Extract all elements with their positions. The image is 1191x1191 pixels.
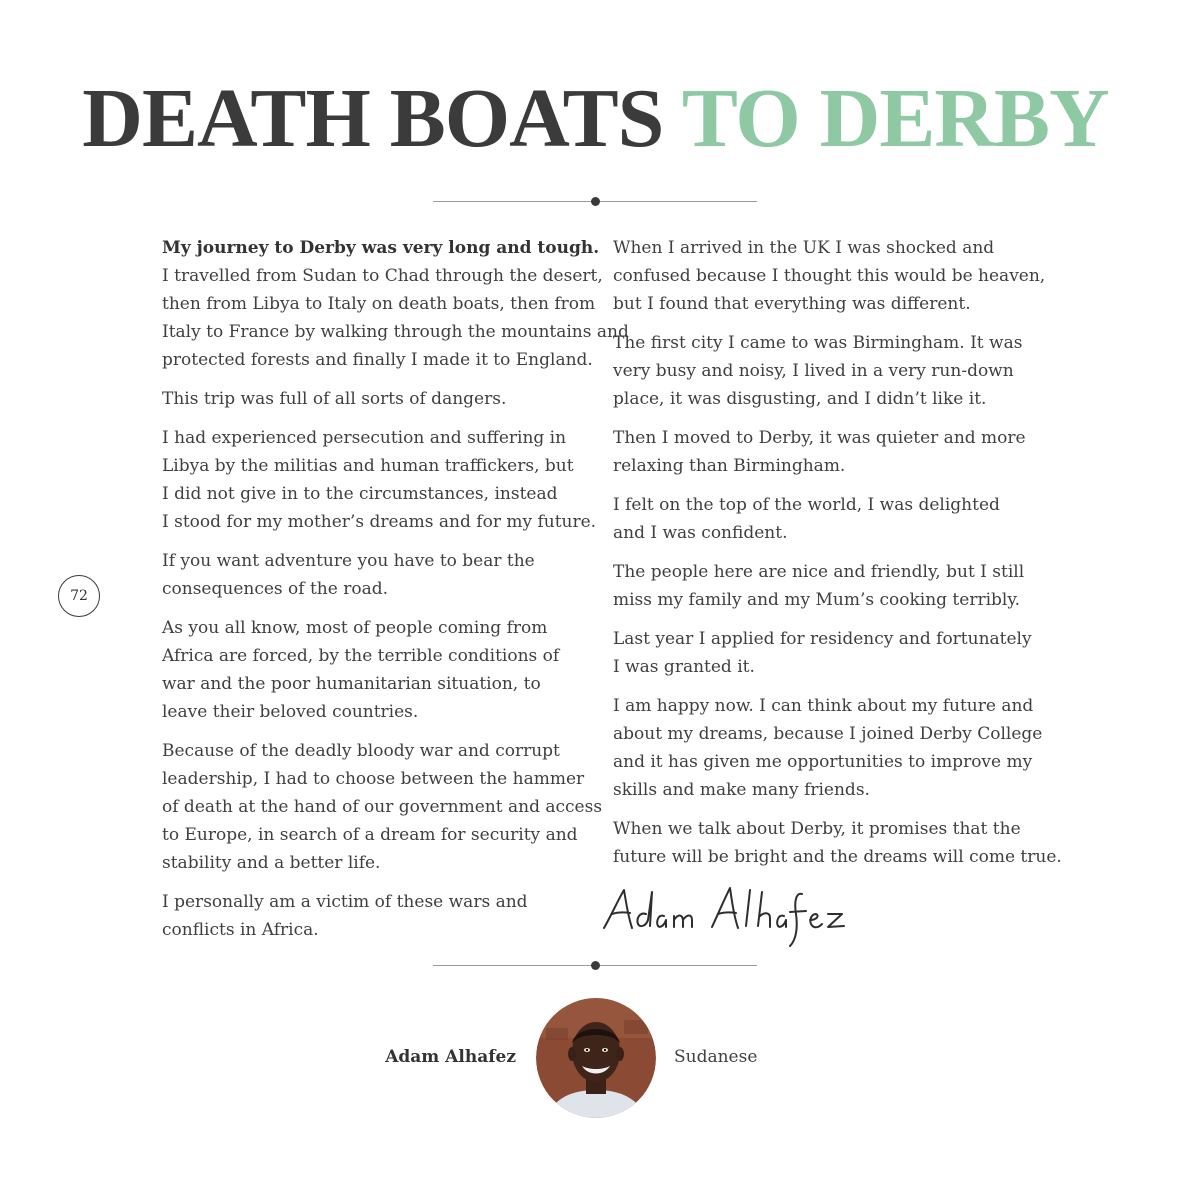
- bottom-divider: [433, 965, 757, 966]
- paragraph: [162, 614, 582, 726]
- text-line: about my dreams, because I joined Derby College: [613, 724, 1043, 744]
- text-line: place, it was disgusting, and I didn’t like it.: [613, 389, 987, 409]
- text-line: Italy to France by walking through the mountains and: [162, 322, 629, 342]
- paragraph: [162, 385, 582, 413]
- left-column: [162, 234, 629, 955]
- text-line: conflicts in Africa.: [162, 920, 319, 940]
- text-line: miss my family and my Mum’s cooking terribly.: [613, 590, 1021, 610]
- paragraph: [613, 329, 1038, 413]
- paragraph: [162, 888, 582, 944]
- text-line: stability and a better life.: [162, 853, 381, 873]
- text-line: confused because I thought this would be heaven,: [613, 266, 1046, 286]
- paragraph: [613, 234, 1046, 318]
- text-line: then from Libya to Italy on death boats, then from: [162, 294, 596, 314]
- text-line: I travelled from Sudan to Chad through the desert,: [162, 266, 603, 286]
- text-line: I felt on the top of the world, I was delighted: [613, 495, 1000, 515]
- title-part-accent: TO DERBY: [681, 72, 1109, 165]
- lead-sentence: My journey to Derby was very long and tough.: [162, 238, 600, 258]
- text-line: When I arrived in the UK I was shocked and: [613, 238, 995, 258]
- page-number: 72: [58, 575, 100, 617]
- text-line: I stood for my mother’s dreams and for my future.: [162, 512, 597, 532]
- text-line: I am happy now. I can think about my future and: [613, 696, 1034, 716]
- author-nationality: Sudanese: [674, 1047, 758, 1067]
- paragraph: [613, 424, 1038, 480]
- author-name: Adam Alhafez: [385, 1047, 516, 1067]
- text-line: future will be bright and the dreams will come true.: [613, 847, 1062, 867]
- text-line: and it has given me opportunities to improve my: [613, 752, 1033, 772]
- paragraph: [613, 491, 1038, 547]
- text-line: Because of the deadly bloody war and corrupt: [162, 741, 560, 761]
- text-line: Libya by the militias and human traffickers, but: [162, 456, 574, 476]
- top-divider: [433, 201, 757, 202]
- text-line: This trip was full of all sorts of dangers.: [162, 389, 507, 409]
- paragraph: [162, 234, 629, 374]
- right-column: [613, 234, 1062, 882]
- text-line: very busy and noisy, I lived in a very run-down: [613, 361, 1014, 381]
- text-line: The first city I came to was Birmingham. It was: [613, 333, 1023, 353]
- title-part-dark: DEATH BOATS: [82, 72, 664, 165]
- text-line: Then I moved to Derby, it was quieter and more: [613, 428, 1026, 448]
- paragraph: [613, 815, 1062, 871]
- text-line: and I was confident.: [613, 523, 788, 543]
- text-line: protected forests and finally I made it to England.: [162, 350, 593, 370]
- paragraph: [613, 625, 1038, 681]
- text-line: to Europe, in search of a dream for security and: [162, 825, 578, 845]
- text-line: I personally am a victim of these wars and: [162, 892, 528, 912]
- text-line: Last year I applied for residency and fortunately: [613, 629, 1032, 649]
- paragraph: [613, 558, 1038, 614]
- text-line: As you all know, most of people coming from: [162, 618, 548, 638]
- paragraph: [162, 547, 582, 603]
- handwritten-signature: [600, 880, 860, 950]
- page-title: [0, 74, 1191, 164]
- text-line: leadership, I had to choose between the hammer: [162, 769, 585, 789]
- text-line: I did not give in to the circumstances, instead: [162, 484, 558, 504]
- divider-dot-icon: [591, 961, 600, 970]
- text-line: Africa are forced, by the terrible conditions of: [162, 646, 560, 666]
- paragraph: [162, 424, 597, 536]
- author-avatar: [536, 998, 656, 1118]
- text-line: The people here are nice and friendly, but I still: [613, 562, 1025, 582]
- text-line: consequences of the road.: [162, 579, 388, 599]
- paragraph: [613, 692, 1043, 804]
- text-line: When we talk about Derby, it promises that the: [613, 819, 1021, 839]
- text-line: of death at the hand of our government and access: [162, 797, 603, 817]
- text-line: but I found that everything was different.: [613, 294, 971, 314]
- divider-dot-icon: [591, 197, 600, 206]
- text-line: war and the poor humanitarian situation, to: [162, 674, 541, 694]
- text-line: I was granted it.: [613, 657, 755, 677]
- text-line: leave their beloved countries.: [162, 702, 419, 722]
- text-line: skills and make many friends.: [613, 780, 870, 800]
- paragraph: [162, 737, 603, 877]
- text-line: I had experienced persecution and suffering in: [162, 428, 567, 448]
- text-line: relaxing than Birmingham.: [613, 456, 846, 476]
- text-line: If you want adventure you have to bear the: [162, 551, 535, 571]
